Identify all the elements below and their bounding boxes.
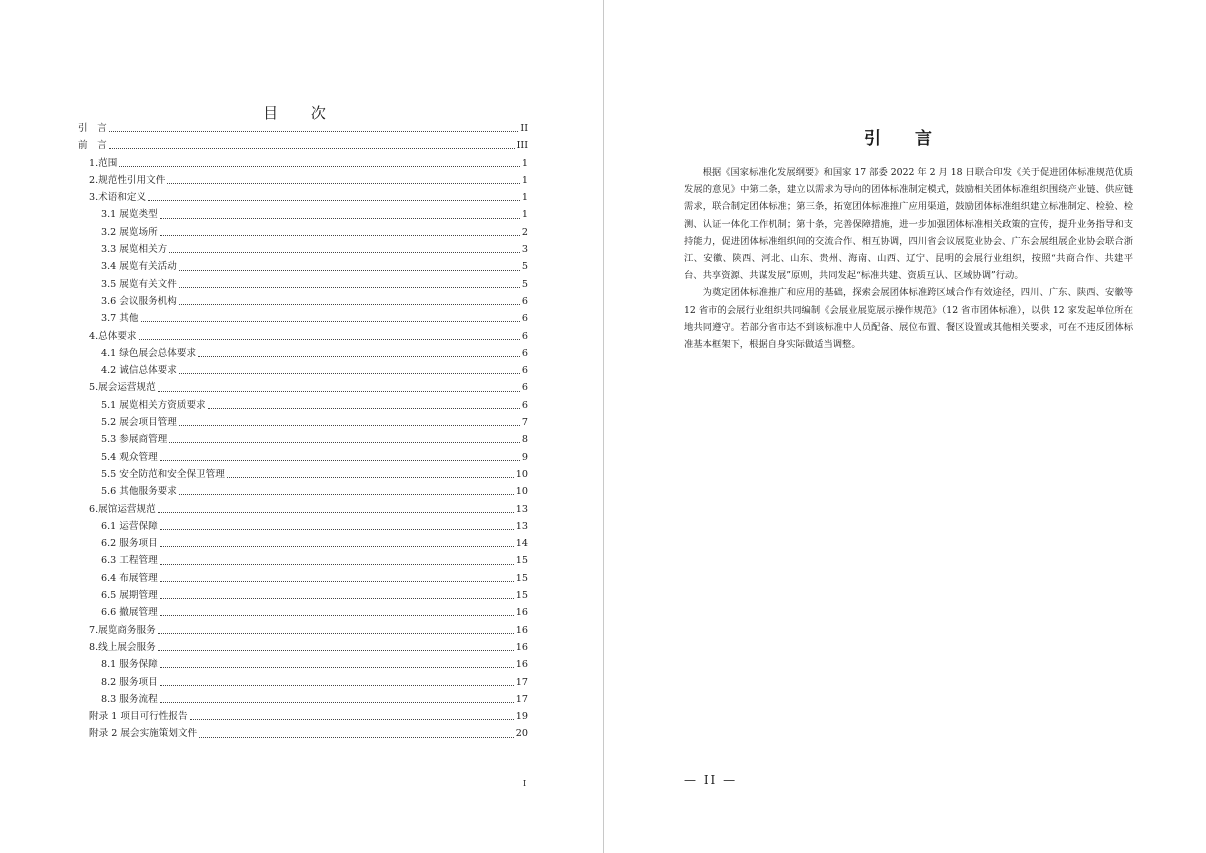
- toc-leader-dots: [158, 512, 514, 513]
- toc-entry-page: 16: [515, 607, 528, 619]
- toc-entry-page: 19: [515, 711, 528, 723]
- toc-entry[interactable]: [78, 206, 528, 223]
- toc-entry-label: 3.5 展览有关文件: [101, 278, 177, 290]
- toc-entry[interactable]: [78, 656, 528, 673]
- toc-entry[interactable]: [78, 328, 528, 345]
- toc-entry-label: 5.5 安全防范和安全保卫管理: [101, 468, 225, 480]
- toc-entry-label: 6.6 撤展管理: [101, 607, 158, 619]
- toc-entry-label: 3.2 展览场所: [101, 226, 158, 238]
- toc-entry[interactable]: [78, 345, 528, 362]
- toc-entry[interactable]: [78, 466, 528, 483]
- toc-entry-label: 附录 2 展会实施策划文件: [89, 728, 198, 740]
- toc-entry[interactable]: [78, 224, 528, 241]
- introduction-body: [684, 164, 1133, 353]
- toc-leader-dots: [160, 564, 514, 565]
- toc-entry-label: 5.展会运营规范: [89, 382, 156, 394]
- toc-entry-label: 5.4 观众管理: [101, 451, 158, 463]
- toc-leader-dots: [160, 460, 520, 461]
- toc-entry[interactable]: [78, 172, 528, 189]
- toc-entry[interactable]: [78, 622, 528, 639]
- toc-entry-label: 4.总体要求: [89, 330, 137, 342]
- toc-entry[interactable]: [78, 189, 528, 206]
- toc-entry-page: 1: [521, 192, 528, 204]
- toc-leader-dots: [160, 667, 514, 668]
- toc-entry-page: II: [520, 123, 528, 134]
- toc-entry[interactable]: [78, 431, 528, 448]
- toc-leader-dots: [179, 494, 514, 495]
- toc-entry-page: 10: [515, 468, 528, 480]
- toc-entry-page: 9: [521, 451, 528, 463]
- toc-entry[interactable]: [78, 691, 528, 708]
- toc-entry[interactable]: [78, 501, 528, 518]
- toc-entry-label: 3.6 会议服务机构: [101, 295, 177, 307]
- toc-leader-dots: [160, 218, 520, 219]
- toc-leader-dots: [179, 270, 520, 271]
- toc-entry-label: 引 言: [78, 123, 107, 134]
- toc-entry-label: 附录 1 项目可行性报告: [89, 711, 188, 723]
- toc-entry-label: 8.1 服务保障: [101, 659, 158, 671]
- toc-entry-page: 8: [521, 434, 528, 446]
- toc-entry-label: 6.4 布展管理: [101, 572, 158, 584]
- toc-entry-page: 1: [521, 174, 528, 186]
- introduction-page: [604, 0, 1206, 853]
- toc-entry[interactable]: [78, 362, 528, 379]
- toc-entry-page: 3: [521, 244, 528, 256]
- toc-leader-dots: [109, 148, 515, 149]
- toc-entry[interactable]: [78, 155, 528, 172]
- toc-entry-page: 20: [515, 728, 528, 740]
- toc-entry-page: 6: [521, 347, 528, 359]
- toc-entry[interactable]: [78, 639, 528, 656]
- toc-entry-label: 6.3 工程管理: [101, 555, 158, 567]
- toc-entry[interactable]: [78, 535, 528, 552]
- toc-leader-dots: [160, 546, 514, 547]
- toc-leader-dots: [160, 685, 514, 686]
- toc-entry-page: 6: [521, 382, 528, 394]
- toc-leader-dots: [160, 529, 514, 530]
- toc-entry-label: 5.2 展会项目管理: [101, 417, 177, 429]
- toc-entry-label: 3.3 展览相关方: [101, 244, 168, 256]
- toc-entry-label: 3.7 其他: [101, 313, 139, 325]
- toc-entry[interactable]: [78, 604, 528, 621]
- toc-entry-label: 3.术语和定义: [89, 192, 147, 204]
- toc-entry-page: 6: [521, 365, 528, 377]
- toc-leader-dots: [190, 719, 514, 720]
- toc-entry-label: 5.1 展览相关方资质要求: [101, 399, 206, 411]
- toc-leader-dots: [158, 650, 514, 651]
- toc-leader-dots: [179, 287, 520, 288]
- toc-leader-dots: [141, 321, 520, 322]
- toc-entry-page: 6: [521, 399, 528, 411]
- toc-entry-label: 8.3 服务流程: [101, 693, 158, 705]
- toc-entry[interactable]: [78, 258, 528, 275]
- toc-leader-dots: [208, 408, 520, 409]
- toc-leader-dots: [179, 304, 520, 305]
- toc-entry[interactable]: [78, 518, 528, 535]
- toc-entry-label: 3.4 展览有关活动: [101, 261, 177, 273]
- toc-entry[interactable]: [78, 708, 528, 725]
- toc-entry-page: 15: [515, 590, 528, 602]
- toc-entry-page: 16: [515, 641, 528, 653]
- toc-leader-dots: [179, 373, 520, 374]
- toc-entry-page: 16: [515, 624, 528, 636]
- toc-leader-dots: [158, 391, 520, 392]
- toc-entry[interactable]: [78, 725, 528, 742]
- introduction-paragraph-1: 根据《国家标准化发展纲要》和国家 17 部委 2022 年 2 月 18 日联合印发《关于促进团体标准规范优质发展的意见》中第二条，建立以需求为导向的团体标准制定模式，鼓励相关团体标准组织围绕产业链、供应链需求，联合制定团体标准；第三条，拓宽团体标准推广应用渠道，鼓励团体标准组织建立标准制定、检验、检测、认证一体化工作机制；第十条，完善保障措施，进一步加强团体标准相关政策的宣传，提升业务指导和支持能力，促进团体标准组织间的交流合作、相互协调，四川省会议展览业协会、广东会展组展企业协会联合浙江、安徽、陕西、河北、山东、贵州、海南、山西、辽宁、昆明的会展行业组织，按照“共商合作、共建平台、共享资源、共谋发展”原则，共同发起“标准共建、资质互认、区域协调”行动。: [684, 167, 1133, 282]
- toc-entry-page: 5: [521, 278, 528, 290]
- toc-leader-dots: [109, 131, 519, 132]
- toc-entry-label: 6.1 运营保障: [101, 520, 158, 532]
- toc-entry-page: 6: [521, 330, 528, 342]
- toc-leader-dots: [199, 737, 514, 738]
- toc-entry-label: 4.2 诚信总体要求: [101, 365, 177, 377]
- toc-entry-label: 7.展览商务服务: [89, 624, 156, 636]
- introduction-paragraph-2: 为奠定团体标准推广和应用的基础，探索会展团体标准跨区域合作有效途径，四川、广东、陕西、安徽等 12 省市的会展行业组织共同编制《会展业展览展示操作规范》（12 省市团体标准），以供 12 家发起单位所在地共同遵守。若部分省市达不到该标准中人员配备、展位布置、餐区设置或其他相关要求，可在不违反团体标准基本框架下，根据自身实际做适当调整。: [684, 287, 1133, 351]
- toc-entry-label: 2.规范性引用文件: [89, 174, 166, 186]
- toc-entry[interactable]: [78, 587, 528, 604]
- page-number-left: I: [523, 779, 527, 788]
- toc-leader-dots: [227, 477, 514, 478]
- toc-list: [78, 120, 528, 743]
- toc-entry[interactable]: [78, 276, 528, 293]
- toc-entry[interactable]: [78, 449, 528, 466]
- toc-leader-dots: [160, 235, 520, 236]
- toc-entry-page: 17: [515, 693, 528, 705]
- toc-entry-label: 8.线上展会服务: [89, 641, 156, 653]
- toc-entry[interactable]: [78, 483, 528, 500]
- toc-entry-page: 7: [521, 417, 528, 429]
- toc-entry-page: 15: [515, 572, 528, 584]
- toc-entry[interactable]: [78, 397, 528, 414]
- toc-entry[interactable]: [78, 674, 528, 691]
- toc-entry-label: 1.范围: [89, 157, 118, 169]
- toc-entry-page: 1: [521, 209, 528, 221]
- toc-leader-dots: [169, 442, 520, 443]
- toc-leader-dots: [167, 183, 520, 184]
- toc-entry-label: 5.3 参展商管理: [101, 434, 168, 446]
- toc-entry-label: 5.6 其他服务要求: [101, 486, 177, 498]
- toc-entry-page: 6: [521, 313, 528, 325]
- toc-leader-dots: [169, 252, 520, 253]
- toc-leader-dots: [198, 356, 520, 357]
- toc-leader-dots: [160, 598, 514, 599]
- toc-leader-dots: [148, 200, 520, 201]
- toc-entry[interactable]: [78, 310, 528, 327]
- toc-entry[interactable]: [78, 379, 528, 396]
- toc-leader-dots: [160, 702, 514, 703]
- toc-leader-dots: [119, 166, 520, 167]
- toc-leader-dots: [160, 581, 514, 582]
- toc-leader-dots: [158, 633, 514, 634]
- toc-entry-page: 15: [515, 555, 528, 567]
- toc-entry-label: 8.2 服务项目: [101, 676, 158, 688]
- toc-entry-label: 6.展馆运营规范: [89, 503, 156, 515]
- toc-entry-label: 6.2 服务项目: [101, 538, 158, 550]
- toc-entry[interactable]: [78, 241, 528, 258]
- toc-entry-page: 13: [515, 503, 528, 515]
- toc-entry-page: 5: [521, 261, 528, 273]
- toc-entry-label: 4.1 绿色展会总体要求: [101, 347, 197, 359]
- toc-leader-dots: [179, 425, 520, 426]
- toc-entry-label: 3.1 展览类型: [101, 209, 158, 221]
- toc-entry-page: 16: [515, 659, 528, 671]
- toc-entry-page: III: [516, 140, 528, 152]
- toc-entry[interactable]: [78, 552, 528, 569]
- toc-entry-page: 2: [521, 226, 528, 238]
- page-number-right: — II —: [684, 773, 738, 787]
- toc-leader-dots: [139, 339, 520, 340]
- toc-title: 目 次: [263, 104, 340, 122]
- toc-entry[interactable]: [78, 414, 528, 431]
- toc-entry[interactable]: [78, 120, 528, 137]
- toc-entry-page: 1: [521, 157, 528, 169]
- toc-leader-dots: [160, 615, 514, 616]
- toc-entry-page: 6: [521, 295, 528, 307]
- toc-entry[interactable]: [78, 570, 528, 587]
- toc-entry[interactable]: [78, 293, 528, 310]
- toc-entry-label: 6.5 展期管理: [101, 590, 158, 602]
- toc-entry-page: 13: [515, 520, 528, 532]
- toc-entry-page: 10: [515, 486, 528, 498]
- introduction-title: 引 言: [864, 129, 946, 149]
- toc-entry-page: 17: [515, 676, 528, 688]
- toc-entry-label: 前 言: [78, 140, 107, 152]
- toc-entry[interactable]: [78, 137, 528, 154]
- toc-entry-page: 14: [515, 538, 528, 550]
